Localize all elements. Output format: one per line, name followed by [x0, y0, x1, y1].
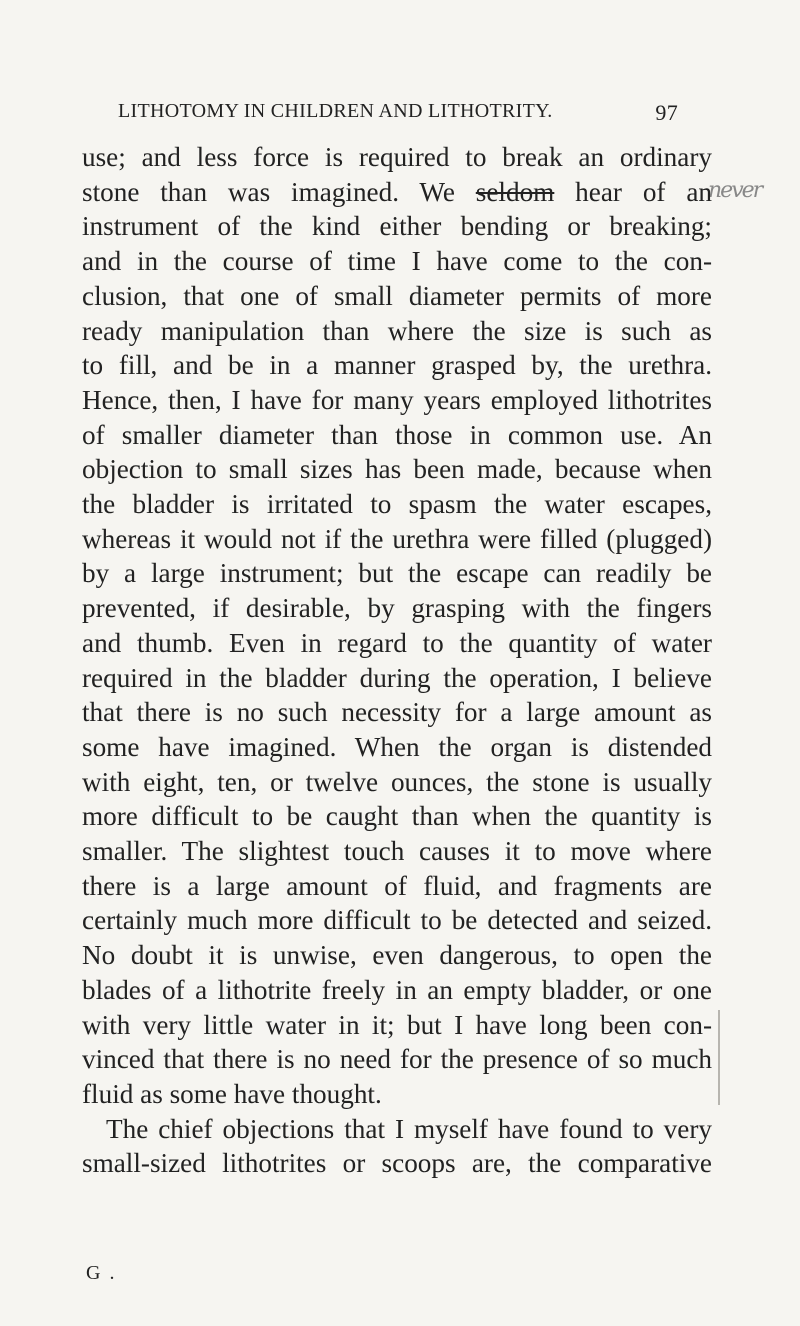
text-line-21: smaller. The slightest touch causes it to move where	[82, 836, 712, 867]
text-line-14: prevented, if desirable, by grasping with the fingers	[82, 593, 712, 624]
struck-word: seldom	[475, 176, 555, 207]
margin-pencil-mark	[718, 1010, 720, 1105]
text-line-18: some have imagined. When the organ is distended	[82, 731, 712, 762]
text-line-7: to fill, and be in a manner grasped by, the urethra.	[82, 350, 712, 381]
text-line-9: of smaller diameter than those in common use. An	[82, 419, 712, 450]
text-line-29: The chief objections that I myself have found to very	[106, 1113, 712, 1144]
text-line-13: by a large instrument; but the escape can readily be	[82, 558, 712, 589]
page-body	[82, 140, 712, 1181]
text-line-3: instrument of the kind either bending or breaking;	[82, 211, 712, 242]
text-line-2-start: stone than was imagined. We	[82, 176, 476, 207]
text-line-22: there is a large amount of fluid, and fragments are	[82, 870, 712, 901]
text-line-5: clusion, that one of small diameter permits of more	[82, 280, 712, 311]
text-line-8: Hence, then, I have for many years employed lithotrites	[82, 384, 712, 415]
text-line-20: more difficult to be caught than when the quantity is	[82, 801, 712, 832]
text-line-24: No doubt it is unwise, even dangerous, to open the	[82, 940, 712, 971]
text-line-17: that there is no such necessity for a large amount as	[82, 697, 712, 728]
text-line-30: small-sized lithotrites or scoops are, the comparative	[82, 1148, 712, 1179]
text-line-1: use; and less force is required to break an ordinary	[82, 142, 712, 172]
text-line-2	[82, 175, 712, 210]
text-line-2-end: hear of an	[554, 176, 712, 207]
running-head-title: LITHOTOMY IN CHILDREN AND LITHOTRITY.	[118, 100, 553, 122]
page-number: 97	[655, 100, 678, 125]
text-line-26: with very little water in it; but I have long been con-	[82, 1009, 712, 1040]
signature-mark: G .	[86, 1262, 117, 1284]
text-line-15: and thumb. Even in regard to the quantity of water	[82, 627, 712, 658]
text-line-4: and in the course of time I have come to the con-	[82, 246, 712, 277]
text-line-27: vinced that there is no need for the presence of so much	[82, 1044, 712, 1075]
text-line-12: whereas it would not if the urethra were filled (plugged)	[82, 523, 712, 554]
text-line-16: required in the bladder during the operation, I believe	[82, 662, 712, 693]
text-line-6: ready manipulation than where the size is such as	[82, 315, 712, 346]
text-line-19: with eight, ten, or twelve ounces, the stone is usually	[82, 766, 712, 797]
text-line-11: the bladder is irritated to spasm the water escapes,	[82, 489, 712, 520]
handwritten-margin-note: never	[708, 178, 762, 203]
text-line-23: certainly much more difficult to be detected and seized.	[82, 905, 712, 936]
text-line-28: fluid as some have thought.	[82, 1078, 382, 1109]
text-line-25: blades of a lithotrite freely in an empty bladder, or one	[82, 974, 712, 1005]
text-line-10: objection to small sizes has been made, because when	[82, 454, 712, 485]
